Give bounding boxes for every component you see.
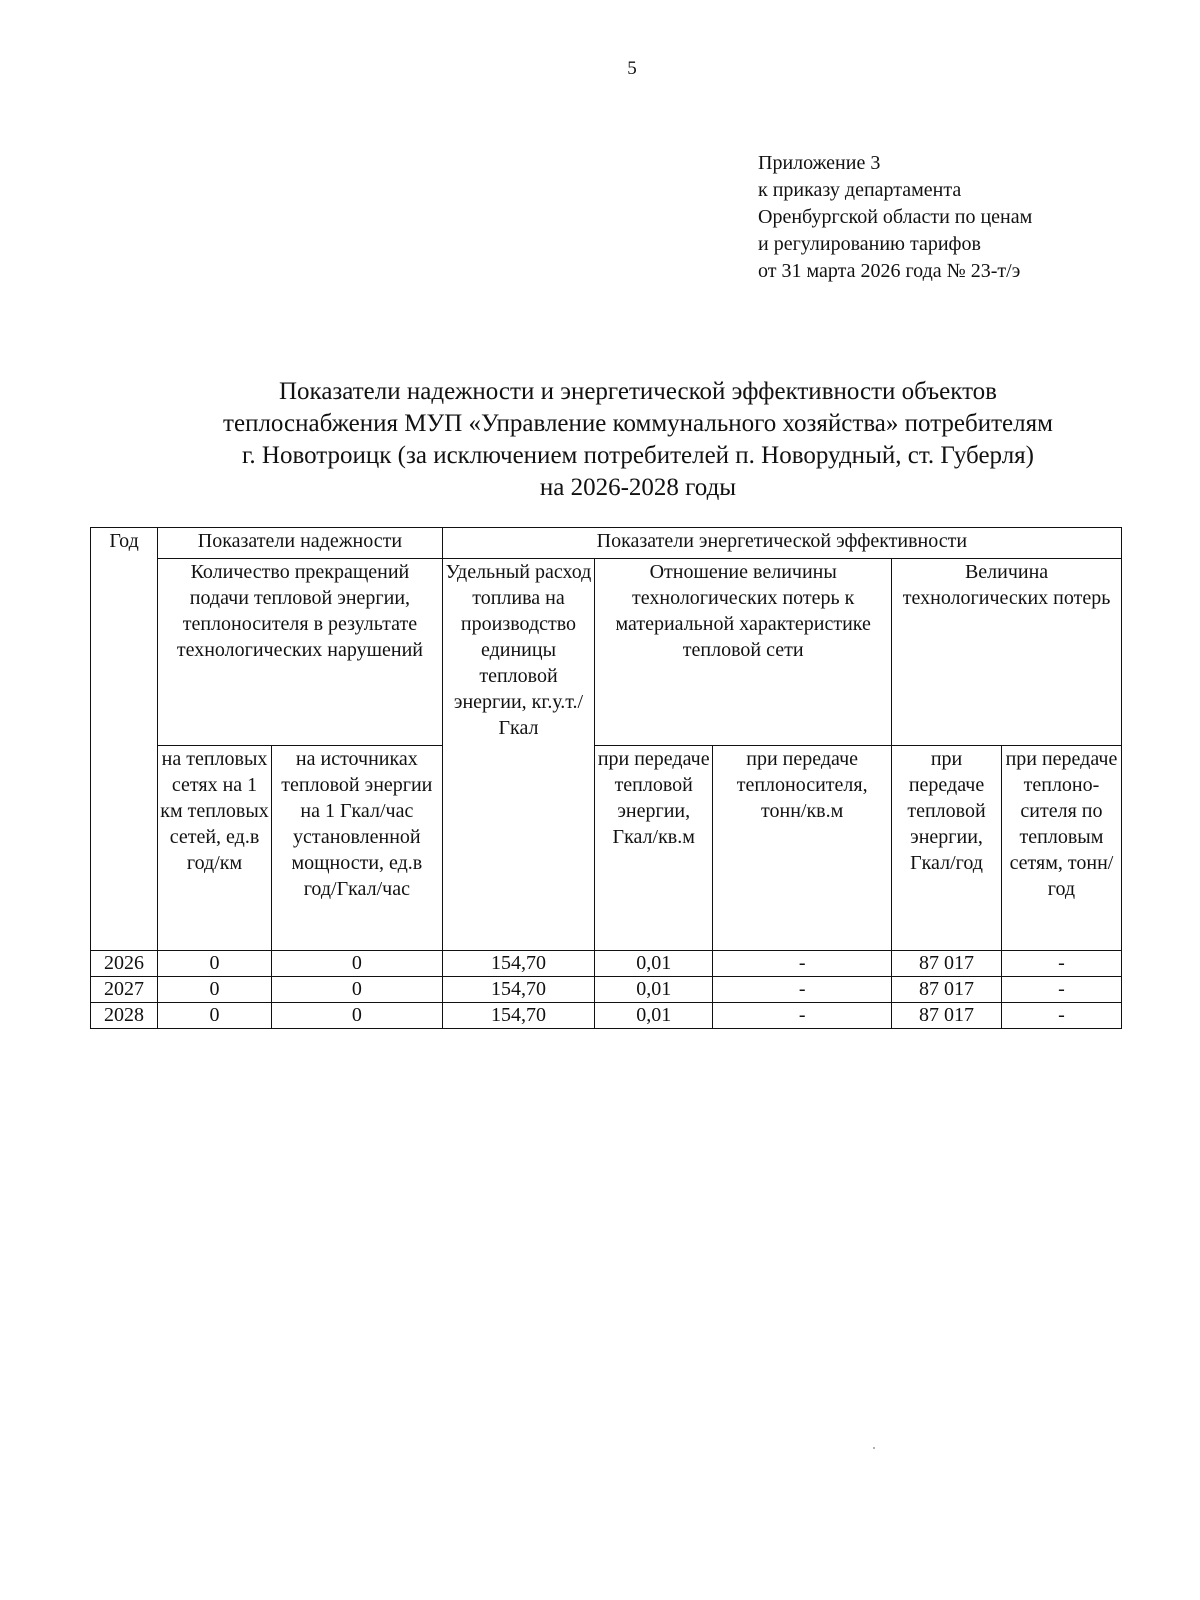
header-year: Год: [91, 528, 158, 951]
indicators-table: [90, 527, 1122, 1029]
header-ratio-carrier: при передаче теплоносителя, тонн/кв.м: [713, 746, 892, 951]
cell-loss-heat: 87 017: [892, 951, 1002, 977]
appendix-line: от 31 марта 2026 года № 23-т/э: [758, 260, 1021, 282]
cell-loss-heat: 87 017: [892, 1003, 1002, 1029]
header-losses: Величина технологических потерь: [892, 559, 1122, 746]
cell-loss-heat: 87 017: [892, 977, 1002, 1003]
document-title: [88, 376, 1188, 504]
table-row: [91, 1003, 1122, 1029]
header-reliability: Показатели надежности: [158, 528, 443, 559]
cell-ratio-carrier: -: [713, 977, 892, 1003]
cell-on-sources: 0: [271, 1003, 442, 1029]
header-interruptions: Количество прекращений подачи тепловой энергии, теплоносителя в результате технологических нарушений: [158, 559, 443, 746]
appendix-line: к приказу департамента: [758, 179, 962, 201]
title-line: Показатели надежности и энергетической эффективности объектов: [279, 378, 997, 405]
cell-year: 2027: [91, 977, 158, 1003]
appendix-block: [758, 150, 1032, 285]
header-on-networks: на тепловых сетях на 1 км тепловых сетей, ед.в год/км: [158, 746, 272, 951]
scan-speck: [873, 1447, 875, 1449]
cell-loss-carrier: -: [1001, 1003, 1121, 1029]
title-line: на 2026-2028 годы: [539, 474, 737, 501]
page-number: 5: [627, 58, 637, 79]
header-ratio-heat: при передаче тепловой энергии, Гкал/кв.м: [595, 746, 713, 951]
cell-fuel: 154,70: [442, 951, 595, 977]
header-loss-heat: при передаче тепловой энергии, Гкал/год: [892, 746, 1002, 951]
cell-on-networks: 0: [158, 951, 272, 977]
cell-ratio-heat: 0,01: [595, 951, 713, 977]
cell-ratio-carrier: -: [713, 951, 892, 977]
cell-on-sources: 0: [271, 951, 442, 977]
cell-year: 2026: [91, 951, 158, 977]
cell-on-sources: 0: [271, 977, 442, 1003]
header-on-sources: на источниках тепловой энергии на 1 Гкал/час установленной мощности, ед.в год/Гкал/час: [271, 746, 442, 951]
cell-on-networks: 0: [158, 977, 272, 1003]
cell-ratio-heat: 0,01: [595, 1003, 713, 1029]
header-loss-ratio: Отношение величины технологических потерь к материальной характеристике тепловой сети: [595, 559, 892, 746]
cell-fuel: 154,70: [442, 977, 595, 1003]
cell-ratio-heat: 0,01: [595, 977, 713, 1003]
header-loss-carrier: при передаче теплоно-сителя по тепловым сетям, тонн/год: [1001, 746, 1121, 951]
appendix-line: Приложение 3: [758, 152, 881, 174]
appendix-line: и регулированию тарифов: [758, 233, 981, 255]
cell-loss-carrier: -: [1001, 977, 1121, 1003]
header-fuel: Удельный расход топлива на производство единицы тепловой энергии, кг.у.т./Гкал: [442, 559, 595, 951]
table-row: [91, 951, 1122, 977]
title-line: г. Новотроицк (за исключением потребителей п. Новорудный, ст. Губерля): [241, 442, 1035, 469]
cell-loss-carrier: -: [1001, 951, 1121, 977]
cell-fuel: 154,70: [442, 1003, 595, 1029]
title-line: теплоснабжения МУП «Управление коммунального хозяйства» потребителям: [223, 410, 1053, 437]
appendix-line: Оренбургской области по ценам: [758, 206, 1033, 228]
cell-year: 2028: [91, 1003, 158, 1029]
cell-ratio-carrier: -: [713, 1003, 892, 1029]
table-row: [91, 977, 1122, 1003]
header-efficiency: Показатели энергетической эффективности: [442, 528, 1121, 559]
cell-on-networks: 0: [158, 1003, 272, 1029]
